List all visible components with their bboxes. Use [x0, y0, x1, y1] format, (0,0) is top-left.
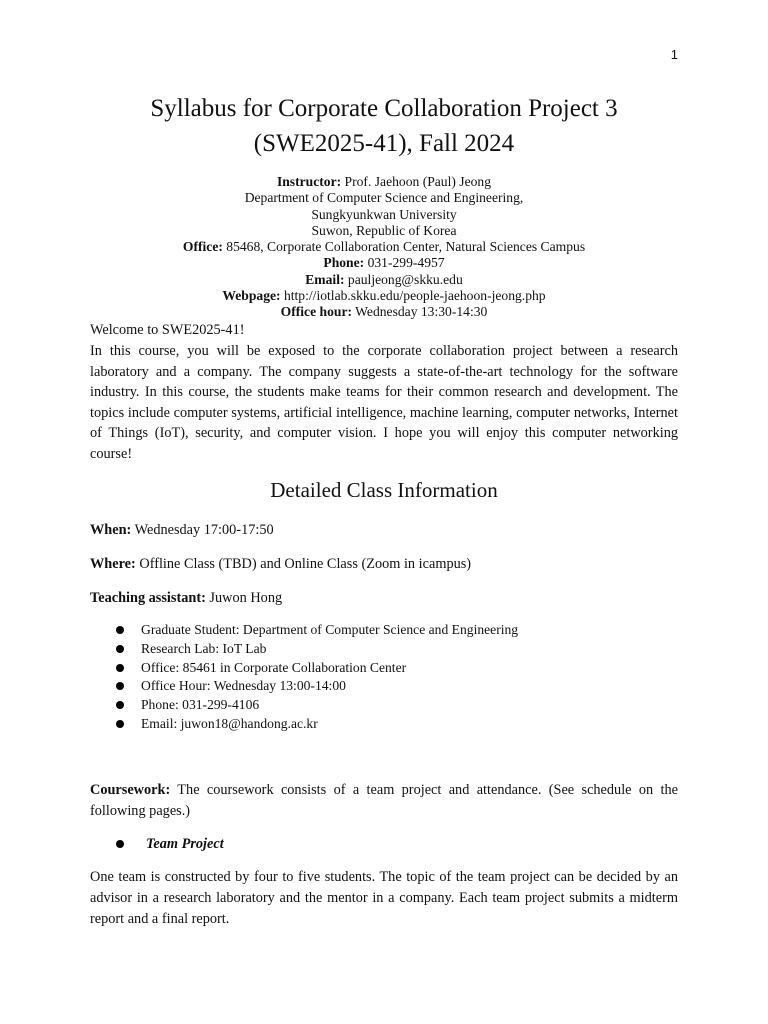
coursework-paragraph: [90, 780, 678, 822]
bullet-icon: [116, 720, 124, 728]
office-line: [0, 239, 768, 255]
instructor-line: [0, 174, 768, 190]
team-project-label: Team Project: [146, 836, 224, 852]
instructor-university: Sungkyunkwan University: [311, 206, 457, 222]
bullet-icon: [116, 840, 124, 848]
where-value: Offline Class (TBD) and Online Class (Zoom in icampus): [135, 556, 472, 572]
instructor-department: Department of Computer Science and Engineering,: [244, 190, 524, 206]
when-line: [90, 520, 678, 541]
bullet-icon: [116, 645, 124, 653]
list-item: [112, 677, 518, 696]
team-project-paragraph: One team is constructed by four to five students. The topic of the team project can be decided by an advisor in a research laboratory and the mentor in a company. Each team project submits a midterm report and a final report.: [90, 869, 678, 927]
list-item-text: Graduate Student: Department of Computer Science and Engineering: [141, 622, 519, 637]
webpage-line: [0, 288, 768, 304]
webpage-label: Webpage:: [222, 288, 281, 304]
page-number: 1: [670, 47, 678, 62]
instructor-label: Instructor:: [276, 174, 342, 189]
ta-line: [90, 588, 678, 609]
ta-name: Juwon Hong: [205, 590, 283, 606]
office-label: Office:: [182, 239, 223, 255]
email-line: [0, 272, 768, 288]
phone-value: 031-299-4957: [364, 255, 445, 271]
intro-paragraph: In this course, you will be exposed to the corporate collaboration project between a research laboratory and a company. The company suggests a state-of-the-art technology for the software industry. In this course, the students make teams for their common research and development. The topics include computer systems, artificial intelligence, machine learning, computer networks, Internet of Things (IoT), security, and computer vision. I hope you will enjoy this computer networking course!: [90, 343, 678, 462]
bullet-icon: [116, 626, 124, 634]
bullet-icon: [116, 682, 124, 690]
office-hour-label: Office hour:: [280, 304, 353, 320]
instructor-location: Suwon, Republic of Korea: [311, 222, 457, 238]
phone-line: [0, 255, 768, 271]
section-heading: Detailed Class Information: [270, 478, 498, 502]
where-line: [90, 554, 678, 575]
bullet-icon: [116, 664, 124, 672]
coursework-label: Coursework:: [90, 782, 171, 798]
ta-details-list: [112, 621, 518, 734]
instructor-name: Prof. Jaehoon (Paul) Jeong: [341, 174, 492, 189]
where-label: Where:: [90, 556, 136, 572]
list-item: [112, 621, 518, 640]
coursework-text: The coursework consists of a team project and attendance. (See schedule on the following pages.): [90, 782, 678, 819]
list-item-text: Office: 85461 in Corporate Collaboration Center: [141, 659, 407, 675]
when-label: When:: [90, 522, 132, 538]
when-value: Wednesday 17:00-17:50: [131, 522, 274, 538]
welcome-text: Welcome to SWE2025-41!: [90, 322, 245, 338]
team-project-item: [112, 835, 224, 853]
bullet-icon: [116, 701, 124, 709]
title-line-1: Syllabus for Corporate Collaboration Project 3: [150, 95, 618, 122]
phone-label: Phone:: [323, 255, 365, 271]
office-hour-value: Wednesday 13:30-14:30: [352, 304, 488, 320]
list-item: [112, 659, 518, 678]
list-item: [112, 640, 518, 659]
list-item-text: Email: juwon18@handong.ac.kr: [141, 715, 318, 731]
document-title: [0, 91, 768, 161]
webpage-value: http://iotlab.skku.edu/people-jaehoon-jeong.php: [280, 288, 546, 304]
list-item: [112, 696, 518, 715]
list-item-text: Research Lab: IoT Lab: [141, 640, 267, 656]
email-label: Email:: [305, 271, 345, 287]
list-item: [112, 715, 518, 734]
instructor-info: [0, 174, 768, 321]
ta-label: Teaching assistant:: [90, 590, 206, 606]
title-line-2: (SWE2025-41), Fall 2024: [253, 130, 515, 157]
email-value: pauljeong@skku.edu: [344, 271, 463, 287]
list-item-text: Phone: 031-299-4106: [141, 697, 260, 713]
list-item-text: Office Hour: Wednesday 13:00-14:00: [141, 678, 346, 694]
office-value: 85468, Corporate Collaboration Center, Natural Sciences Campus: [222, 239, 586, 255]
office-hour-line: [0, 304, 768, 320]
